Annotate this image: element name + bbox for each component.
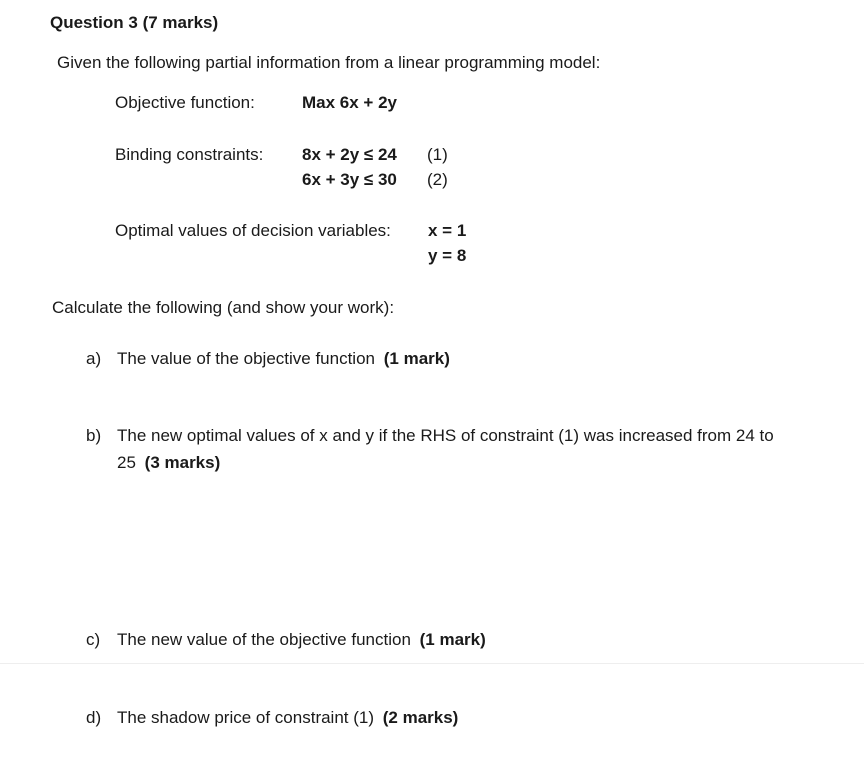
instructions: Calculate the following (and show your work): bbox=[52, 298, 395, 317]
part-c-letter: c) bbox=[86, 630, 101, 649]
scan-artifact-line bbox=[0, 663, 864, 664]
part-c-text: The new value of the objective function bbox=[117, 630, 411, 649]
part-b-letter: b) bbox=[86, 426, 102, 445]
part-d-text: The shadow price of constraint (1) bbox=[117, 708, 375, 727]
part-a-item bbox=[117, 349, 450, 369]
constraint-1-tag: (1) bbox=[427, 145, 448, 164]
part-b-item-cont bbox=[117, 453, 220, 473]
part-a-marks: (1 mark) bbox=[383, 349, 450, 368]
constraint-2-tag: (2) bbox=[427, 170, 448, 189]
optimal-label: Optimal values of decision variables: bbox=[115, 221, 391, 240]
part-d-marks: (2 marks) bbox=[382, 708, 459, 727]
part-b-text2: 25 bbox=[117, 453, 136, 472]
objective-label: Objective function: bbox=[115, 93, 255, 112]
question-title: Question 3 (7 marks) bbox=[50, 13, 219, 32]
part-c-item bbox=[117, 630, 486, 650]
optimal-x: x = 1 bbox=[428, 221, 467, 240]
part-d-letter: d) bbox=[86, 708, 102, 727]
part-d-item bbox=[117, 708, 458, 728]
objective-value: Max 6x + 2y bbox=[302, 93, 397, 112]
optimal-y: y = 8 bbox=[428, 246, 467, 265]
constraint-1-expr: 8x + 2y ≤ 24 bbox=[302, 145, 397, 164]
part-b-marks: (3 marks) bbox=[144, 453, 221, 472]
part-c-marks: (1 mark) bbox=[419, 630, 486, 649]
question-intro: Given the following partial information from a linear programming model: bbox=[57, 53, 601, 72]
part-a-text: The value of the objective function bbox=[117, 349, 375, 368]
constraints-label: Binding constraints: bbox=[115, 145, 264, 164]
constraint-2-expr: 6x + 3y ≤ 30 bbox=[302, 170, 397, 189]
part-a-letter: a) bbox=[86, 349, 102, 368]
part-b-text: The new optimal values of x and y if the RHS of constraint (1) was increased from 24 to bbox=[117, 426, 774, 445]
